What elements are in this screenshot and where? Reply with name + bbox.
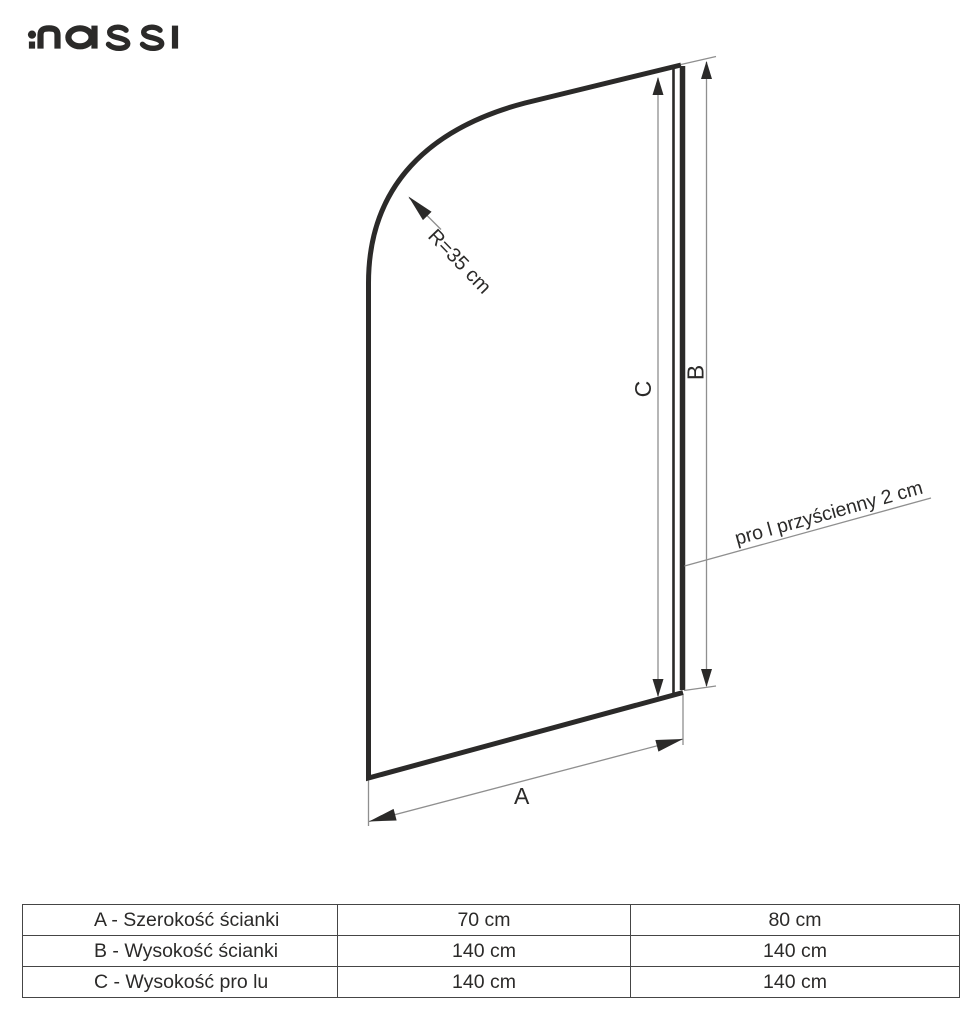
arrow-b-up: [701, 61, 712, 79]
ext-line-top: [681, 57, 716, 65]
row-b-value-1: 140 cm: [338, 936, 631, 967]
ext-line-bottom-right: [684, 686, 716, 691]
dim-label-b: B: [682, 364, 709, 381]
row-a-value-1: 70 cm: [338, 905, 631, 936]
arrow-b-down: [701, 669, 712, 687]
row-c-value-2: 140 cm: [631, 967, 960, 998]
arrow-c-up: [653, 77, 664, 95]
arrow-c-down: [653, 679, 664, 697]
dimensions-table: [22, 904, 960, 998]
table-row-a: [23, 905, 960, 936]
arrow-a-right: [655, 733, 684, 751]
arrow-a-left: [367, 809, 396, 827]
panel-outline: [369, 65, 684, 778]
radius-label: R=35 cm: [423, 225, 496, 299]
row-a-value-2: 80 cm: [631, 905, 960, 936]
dim-label-c: C: [630, 380, 656, 398]
row-a-label: A - Szerokość ścianki: [23, 905, 338, 936]
row-c-label: C - Wysokość pro lu: [23, 967, 338, 998]
dim-label-a: A: [514, 783, 530, 809]
table-row-c: [23, 967, 960, 998]
dim-line-a: [369, 739, 683, 822]
row-c-value-1: 140 cm: [338, 967, 631, 998]
row-b-label: B - Wysokość ścianki: [23, 936, 338, 967]
table-row-b: [23, 936, 960, 967]
profile-label: pro l przyścienny 2 cm: [732, 476, 926, 550]
row-b-value-2: 140 cm: [631, 936, 960, 967]
